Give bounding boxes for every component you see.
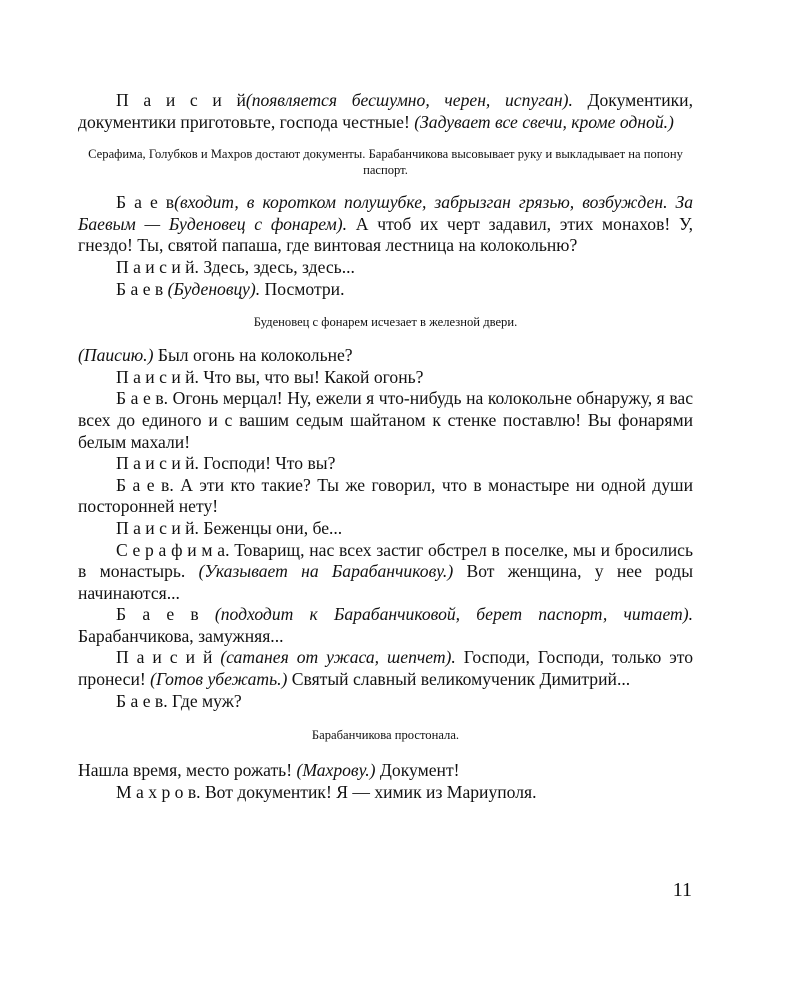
dialogue-baev-continued — [78, 345, 693, 367]
speech-text: Товарищ, нас всех застиг обстрел в поселке, мы и бросились в монастырь. — [78, 539, 693, 582]
stage-remark: (подходит к Барабанчиковой, берет паспорт, читает). — [214, 604, 693, 625]
dialogue-paisiy — [78, 257, 693, 279]
stage-remark: (входит, в коротком полушубке, забрызган грязью, возбужден. За Баевым — Буденовец с фонарем). — [78, 192, 693, 234]
dialogue-paisiy — [78, 367, 693, 389]
dialogue-paisiy — [78, 90, 693, 133]
stage-remark: (Готов убежать.) — [150, 669, 288, 690]
speaker-name: М а х р о в. — [116, 781, 201, 802]
speech-text: Посмотри. — [260, 278, 345, 299]
stage-direction: Серафима, Голубков и Махров достают документы. Барабанчикова высовывает руку и выкладывает на попону паспорт. — [88, 147, 683, 178]
speech-text: Святый славный великомученик Димитрий... — [287, 669, 631, 690]
speech-text: А эти кто такие? Ты же говорил, что в монастыре ни одной души посторонней нету! — [78, 474, 693, 517]
dialogue-makhrov — [78, 782, 693, 804]
stage-remark: (Буденовцу). — [167, 278, 261, 299]
dialogue-baev — [78, 475, 693, 518]
speaker-name: П а и с и й. — [116, 517, 199, 538]
speech-text: Документ! — [375, 760, 460, 781]
speech-text: Был огонь на колокольне? — [153, 345, 353, 366]
stage-remark: (Указывает на Барабанчикову.) — [198, 561, 454, 582]
stage-remark: (появляется бесшумно, черен, испуган). — [245, 90, 573, 110]
speaker-name: П а и с и й. — [116, 366, 199, 387]
speaker-name: Б а е в. — [116, 690, 168, 711]
speech-text: Господи! Что вы? — [198, 453, 336, 474]
speaker-name: С е р а ф и м а. — [116, 539, 230, 560]
speech-text: Где муж? — [167, 690, 242, 711]
speech-text: Огонь мерцал! Ну, ежели я что-нибудь на колокольне обнаружу, я вас всех до единого и с вашим седым шайтаном к стенке поставлю! Вы фонарями белым махали! — [78, 388, 694, 452]
speaker-name: Б а е в. — [116, 388, 169, 409]
speaker-name: Б а е в. — [116, 474, 174, 495]
dialogue-baev-continued — [78, 760, 693, 782]
speaker-name: П а и с и й — [116, 647, 221, 668]
dialogue-serafima — [78, 540, 693, 605]
stage-remark: (Задувает все свечи, кроме одной.) — [414, 111, 674, 132]
dialogue-baev — [78, 691, 693, 713]
dialogue-paisiy — [78, 518, 693, 540]
dialogue-baev — [78, 388, 693, 453]
speaker-name: П а и с и й. — [116, 256, 199, 277]
speech-text: А чтоб их черт задавил, этих монахов! У, гнездо! Ты, святой папаша, где винтовая лестница на колокольню? — [78, 213, 693, 256]
stage-remark: (Махрову.) — [296, 760, 376, 781]
speaker-name: П а и с и й. — [116, 453, 199, 474]
speech-text: Вот женщина, у нее роды начинаются... — [78, 561, 694, 603]
page-body — [78, 90, 693, 803]
stage-direction: Барабанчикова простонала. — [311, 728, 460, 743]
stage-remark: (сатанея от ужаса, шепчет). — [220, 647, 456, 668]
speaker-name: Б а е в — [116, 604, 215, 625]
speech-text: Беженцы они, бе... — [198, 517, 343, 538]
dialogue-baev — [78, 604, 693, 647]
speaker-name: Б а е в — [116, 278, 168, 299]
stage-direction: Буденовец с фонарем исчезает в железной двери. — [253, 315, 518, 330]
speech-text: Здесь, здесь, здесь... — [198, 256, 355, 277]
speech-text: Что вы, что вы! Какой огонь? — [198, 366, 424, 387]
dialogue-paisiy — [78, 647, 693, 690]
dialogue-baev — [78, 279, 693, 301]
dialogue-baev — [78, 192, 693, 257]
page-number: 11 — [672, 879, 692, 901]
dialogue-paisiy — [78, 453, 693, 475]
speech-text: Документики, документики приготовьте, господа честные! — [78, 90, 693, 132]
speaker-name: Б а е в — [116, 192, 175, 213]
speech-text: Нашла время, место рожать! — [78, 760, 297, 781]
speech-text: Господи, Господи, только это пронеси! — [78, 647, 694, 690]
speech-text: Барабанчикова, замужняя... — [78, 625, 284, 646]
speech-text: Вот документик! Я — химик из Мариуполя. — [200, 781, 537, 802]
speaker-name: П а и с и й — [116, 90, 246, 110]
stage-remark: (Паисию.) — [78, 345, 154, 366]
